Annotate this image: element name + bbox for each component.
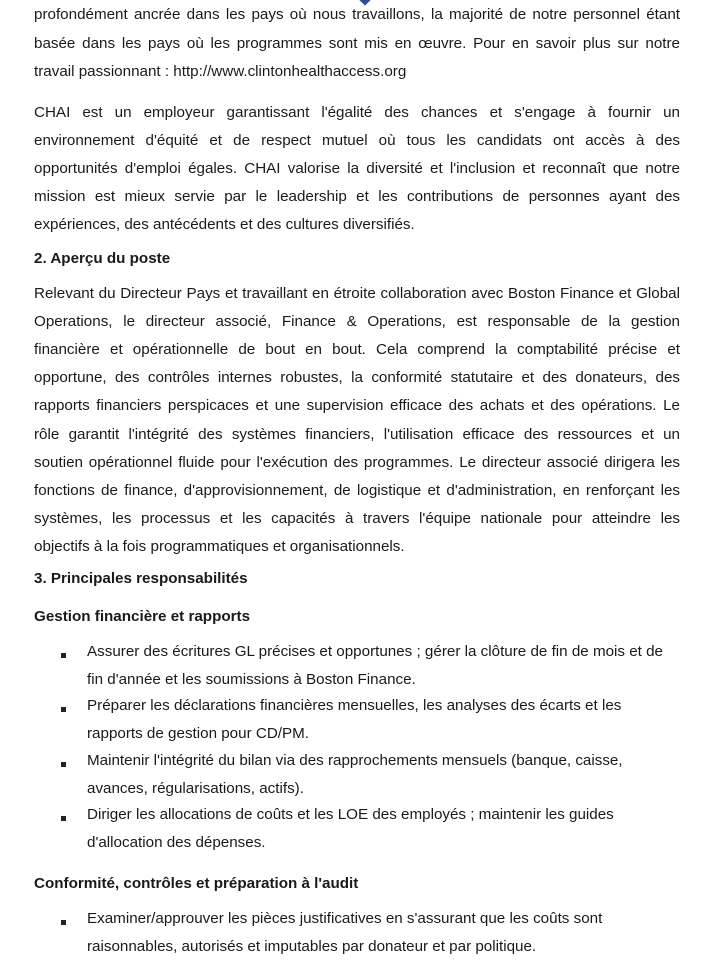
bullet-icon — [61, 653, 66, 658]
text-line: objectifs à la fois programmatiques et organisationnels. — [34, 538, 405, 555]
text-line: environnement d'équité et de respect mutuel où tous les candidats ont accès à des — [34, 132, 680, 149]
text-line: expériences, des antécédents et des cultures diversifiés. — [34, 216, 415, 233]
text-line: opportunités d'emploi égales. CHAI valorise la diversité et l'inclusion et reconnaît que notre — [34, 160, 680, 177]
text-line: Operations, le directeur associé, Finance & Operations, est responsable de la gestion — [34, 313, 680, 330]
list-item-line: d'allocation des dépenses. — [87, 834, 266, 851]
text-line: opportune, des contrôles internes robustes, la conformité statutaire et des donateurs, des — [34, 369, 680, 386]
list-item-line: rapports de gestion pour CD/PM. — [87, 725, 310, 742]
bullet-icon — [61, 762, 66, 767]
section-heading-overview: 2. Aperçu du poste — [34, 250, 171, 267]
text-line: systèmes, les processus et les capacités à travers l'équipe nationale pour atteindre les — [34, 510, 680, 527]
bullet-icon — [61, 920, 66, 925]
list-item-line: fin d'année et les soumissions à Boston Finance. — [87, 671, 416, 688]
list-item-line: raisonnables, autorisés et imputables par donateur et par politique. — [87, 938, 537, 955]
text-line: soutien opérationnel fluide pour l'exécution des programmes. Le directeur associé dirigera les — [34, 454, 680, 471]
section-heading-responsibilities: 3. Principales responsabilités — [34, 570, 248, 587]
text-line: fonctions de finance, d'approvisionnement, de logistique et d'administration, en renforçant les — [34, 482, 680, 499]
subsection-heading-compliance: Conformité, contrôles et préparation à l'audit — [34, 875, 359, 892]
subsection-heading-finance: Gestion financière et rapports — [34, 608, 251, 625]
list-item-line: Examiner/approuver les pièces justificatives en s'assurant que les coûts sont — [87, 910, 603, 927]
bullet-icon — [61, 707, 66, 712]
list-item-line: Assurer des écritures GL précises et opportunes ; gérer la clôture de fin de mois et de — [87, 643, 664, 660]
list-item-line: avances, régularisations, actifs). — [87, 780, 304, 797]
text-line: rôle garantit l'intégrité des systèmes financiers, l'utilisation efficace des ressources et un — [34, 426, 680, 443]
bullet-icon — [61, 816, 66, 821]
text-line: CHAI est un employeur garantissant l'égalité des chances et s'engage à fournir un — [34, 104, 680, 121]
list-item-line: Préparer les déclarations financières mensuelles, les analyses des écarts et les — [87, 697, 622, 714]
scan-mark — [359, 0, 370, 6]
text-line-link[interactable]: travail passionnant : http://www.clintonhealthaccess.org — [34, 63, 407, 80]
text-line: Relevant du Directeur Pays et travaillant en étroite collaboration avec Boston Finance et Global — [34, 285, 680, 302]
list-item-line: Maintenir l'intégrité du bilan via des rapprochements mensuels (banque, caisse, — [87, 752, 623, 769]
text-line: profondément ancrée dans les pays où nous travaillons, la majorité de notre personnel étant — [34, 6, 680, 23]
text-line: basée dans les pays où les programmes sont mis en œuvre. Pour en savoir plus sur notre — [34, 35, 680, 52]
text-line: financière et opérationnelle de bout en bout. Cela comprend la comptabilité précise et — [34, 341, 680, 358]
text-line: rapports financiers perspicaces et une supervision efficace des achats et des opérations. Le — [34, 397, 680, 414]
text-line: mission est mieux servie par le leadership et les contributions de personnes ayant des — [34, 188, 680, 205]
list-item-line: Diriger les allocations de coûts et les LOE des employés ; maintenir les guides — [87, 806, 614, 823]
